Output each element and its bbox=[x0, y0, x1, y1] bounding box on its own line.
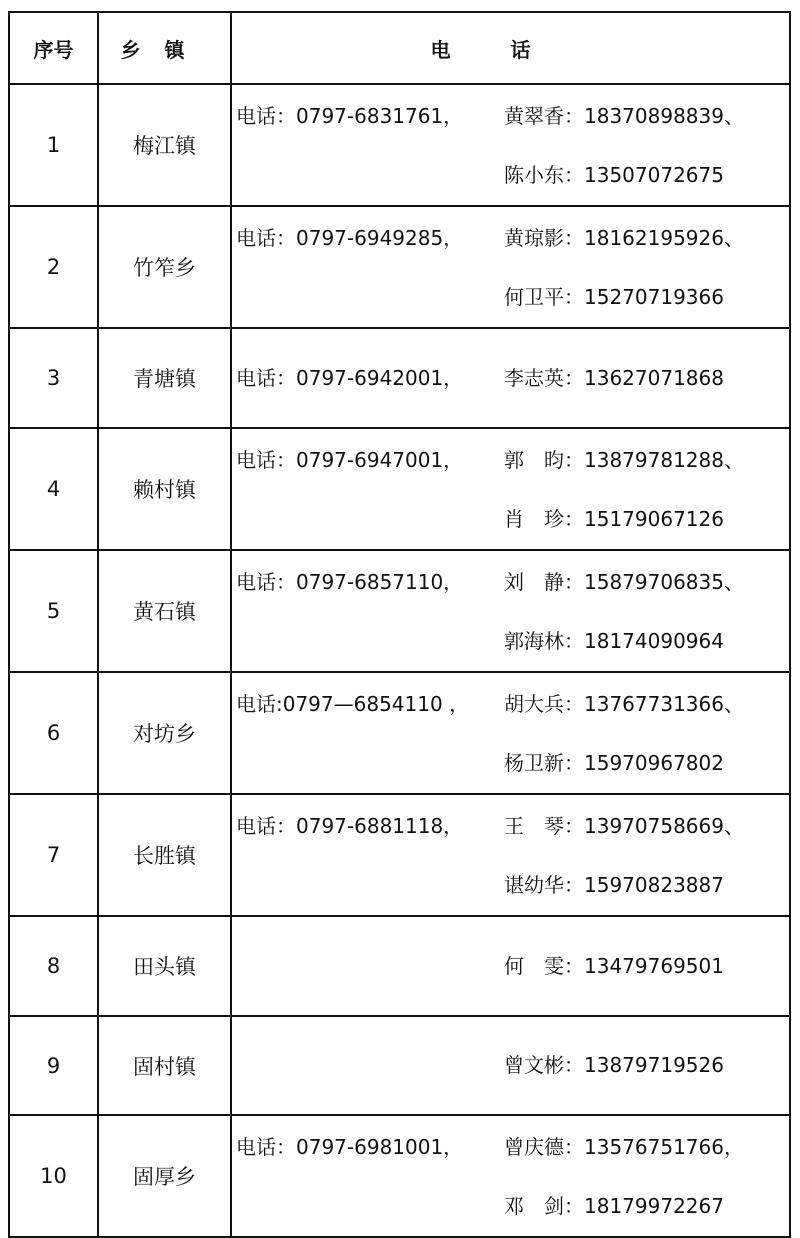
contact-person: 谌幼华：15970823887 bbox=[504, 873, 724, 897]
phone-cell bbox=[231, 1016, 790, 1115]
phone-line bbox=[232, 431, 789, 490]
phone-line bbox=[232, 797, 789, 856]
office-phone: 电话：0797-6947001， bbox=[236, 448, 464, 472]
header-town: 乡镇 bbox=[98, 12, 231, 84]
header-no: 序号 bbox=[9, 12, 98, 84]
row-number: 6 bbox=[9, 672, 98, 794]
phone-line bbox=[232, 734, 789, 793]
table-row bbox=[9, 328, 790, 428]
office-phone: 电话：0797-6942001， bbox=[236, 365, 464, 390]
town-name: 固厚乡 bbox=[98, 1115, 231, 1237]
row-number: 2 bbox=[9, 206, 98, 328]
office-phone: 电话：0797-6881118， bbox=[236, 814, 464, 838]
table-row bbox=[9, 794, 790, 916]
header-row bbox=[9, 12, 790, 84]
phone-cell bbox=[231, 428, 790, 550]
contact-person: 黄琼影：18162195926、 bbox=[504, 226, 744, 250]
town-name: 长胜镇 bbox=[98, 794, 231, 916]
table-row bbox=[9, 1016, 790, 1115]
contact-person: 杨卫新：15970967802 bbox=[504, 751, 724, 775]
contact-person: 刘 静：15879706835、 bbox=[504, 570, 744, 594]
town-name: 对坊乡 bbox=[98, 672, 231, 794]
phone-line bbox=[232, 146, 789, 205]
phone-line bbox=[232, 553, 789, 612]
phone-cell bbox=[231, 1115, 790, 1237]
contact-person: 郭海林：18174090964 bbox=[504, 629, 724, 653]
row-number: 5 bbox=[9, 550, 98, 672]
town-name: 竹笮乡 bbox=[98, 206, 231, 328]
contact-person: 何卫平：15270719366 bbox=[504, 285, 724, 309]
town-name: 固村镇 bbox=[98, 1016, 231, 1115]
contact-person: 何 雯：13479769501 bbox=[504, 953, 724, 978]
phone-line bbox=[232, 349, 789, 408]
phone-line bbox=[232, 856, 789, 915]
contact-person: 胡大兵：13767731366、 bbox=[504, 692, 744, 716]
contact-person: 黄翠香：18370898839、 bbox=[504, 104, 744, 128]
contact-person: 曾庆德：13576751766， bbox=[504, 1135, 744, 1159]
phone-cell bbox=[231, 794, 790, 916]
table-row bbox=[9, 916, 790, 1016]
phone-line bbox=[232, 1177, 789, 1236]
town-name: 梅江镇 bbox=[98, 84, 231, 206]
contact-person: 肖 珍：15179067126 bbox=[504, 507, 724, 531]
row-number: 8 bbox=[9, 916, 98, 1016]
phone-line bbox=[232, 490, 789, 549]
table-row bbox=[9, 672, 790, 794]
table-row bbox=[9, 84, 790, 206]
town-name: 青塘镇 bbox=[98, 328, 231, 428]
town-name: 赖村镇 bbox=[98, 428, 231, 550]
contact-person: 李志英：13627071868 bbox=[504, 365, 724, 390]
contact-person: 郭 昀：13879781288、 bbox=[504, 448, 744, 472]
office-phone: 电话：0797-6857110， bbox=[236, 570, 464, 594]
table-row bbox=[9, 428, 790, 550]
phone-cell bbox=[231, 672, 790, 794]
contact-person: 陈小东：13507072675 bbox=[504, 163, 724, 187]
table-row bbox=[9, 550, 790, 672]
row-number: 7 bbox=[9, 794, 98, 916]
table-row bbox=[9, 1115, 790, 1237]
phone-line bbox=[232, 209, 789, 268]
contact-person: 王 琴：13970758669、 bbox=[504, 814, 744, 838]
phone-line bbox=[232, 87, 789, 146]
row-number: 10 bbox=[9, 1115, 98, 1237]
office-phone: 电话：0797-6831761， bbox=[236, 104, 464, 128]
office-phone: 电话：0797-6981001， bbox=[236, 1135, 464, 1159]
contact-person: 邓 剑：18179972267 bbox=[504, 1194, 724, 1218]
phone-line bbox=[232, 937, 789, 996]
phone-line bbox=[232, 1118, 789, 1177]
phone-cell bbox=[231, 916, 790, 1016]
table-row bbox=[9, 206, 790, 328]
phone-cell bbox=[231, 328, 790, 428]
phone-cell bbox=[231, 84, 790, 206]
contact-table bbox=[8, 11, 791, 1238]
phone-line bbox=[232, 675, 789, 734]
town-name: 田头镇 bbox=[98, 916, 231, 1016]
office-phone: 电话：0797-6949285， bbox=[236, 226, 464, 250]
phone-line bbox=[232, 612, 789, 671]
contact-person: 曾文彬：13879719526 bbox=[504, 1053, 724, 1077]
header-phone: 电话 bbox=[231, 12, 790, 84]
row-number: 4 bbox=[9, 428, 98, 550]
phone-cell bbox=[231, 206, 790, 328]
phone-cell bbox=[231, 550, 790, 672]
row-number: 3 bbox=[9, 328, 98, 428]
row-number: 1 bbox=[9, 84, 98, 206]
town-name: 黄石镇 bbox=[98, 550, 231, 672]
phone-line bbox=[232, 1036, 789, 1095]
row-number: 9 bbox=[9, 1016, 98, 1115]
office-phone: 电话:0797—6854110 ， bbox=[236, 692, 470, 716]
phone-line bbox=[232, 268, 789, 327]
